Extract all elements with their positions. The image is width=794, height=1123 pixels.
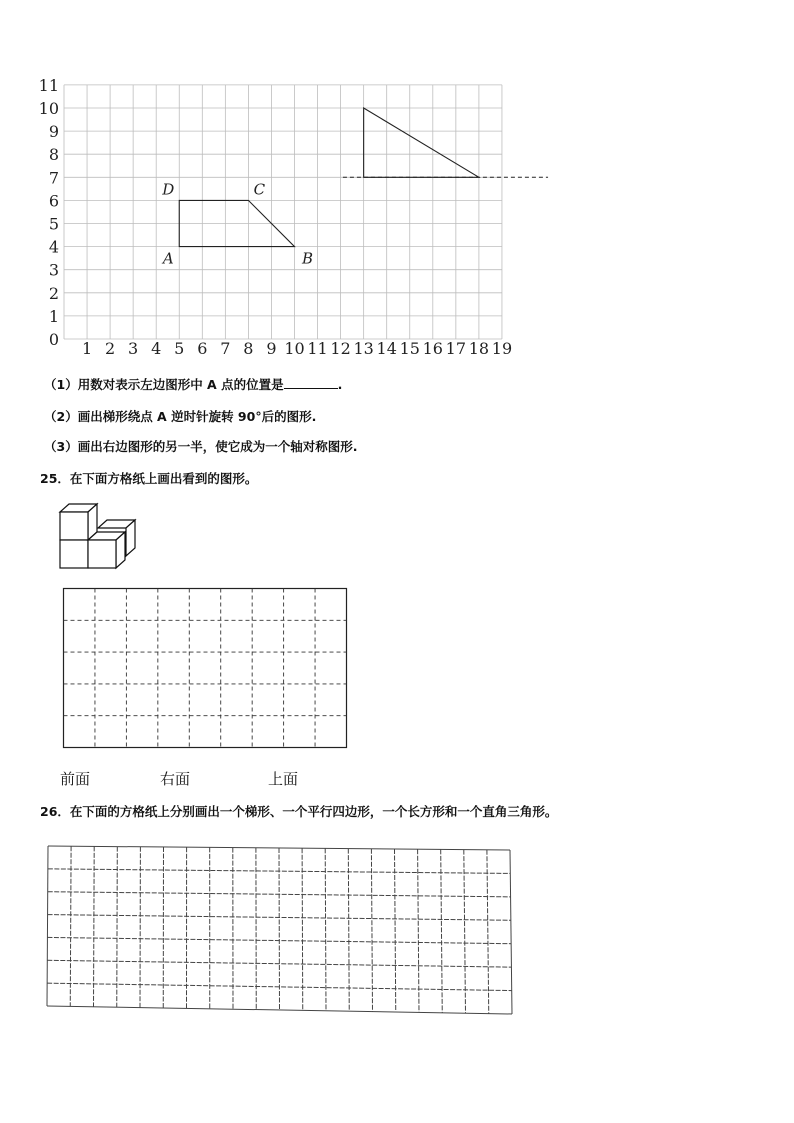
x-tick-label: 3 [128, 339, 139, 358]
y-tick-label: 7 [48, 168, 59, 188]
y-tick-label: 5 [48, 214, 59, 234]
x-tick-label: 1 [81, 339, 93, 358]
coordinate-grid-figure [0, 0, 794, 370]
q24-sub1-text: （1）用数对表示左边图形中 A 点的位置是 [44, 377, 284, 392]
cube-stack-figure [54, 502, 144, 572]
view-label-top: 上面 [268, 770, 299, 788]
half-triangle [364, 108, 479, 177]
x-tick-label: 2 [105, 339, 116, 358]
y-tick-label: 10 [38, 99, 59, 118]
q26-square-grid[interactable] [40, 838, 520, 1024]
q24-sub2: （2）画出梯形绕点 A 逆时针旋转 90°后的图形. [44, 409, 317, 424]
grid-lines [64, 85, 502, 339]
y-tick-label: 9 [48, 122, 59, 142]
grid-shapes [161, 108, 548, 268]
x-tick-label: 17 [445, 339, 467, 358]
y-tick-label: 2 [48, 283, 59, 303]
y-tick-label: 6 [48, 191, 59, 211]
y-tick-label: 11 [38, 75, 59, 95]
x-tick-label: 8 [243, 339, 254, 358]
x-tick-label: 6 [197, 339, 208, 358]
x-tick-label: 5 [174, 339, 185, 358]
q25-dashed-grid[interactable] [62, 587, 348, 750]
y-tick-label: 1 [48, 306, 59, 326]
x-tick-label: 4 [151, 339, 162, 358]
q24-sub3: （3）画出右边图形的另一半，使它成为一个轴对称图形. [44, 439, 358, 454]
y-tick-label: 4 [48, 237, 59, 257]
point-label-d: D [162, 180, 175, 199]
x-tick-label: 10 [284, 339, 305, 358]
x-tick-label: 16 [422, 339, 443, 358]
x-tick-label: 13 [353, 339, 374, 358]
x-tick-label: 9 [266, 339, 277, 358]
x-tick-label: 12 [330, 339, 351, 358]
view-label-front: 前面 [60, 770, 91, 788]
view-label-right: 右面 [160, 770, 191, 788]
q26-title: 26．在下面的方格纸上分别画出一个梯形、一个平行四边形，一个长方形和一个直角三角形。 [40, 804, 558, 819]
x-tick-label: 14 [376, 339, 397, 358]
y-tick-label: 0 [48, 330, 59, 349]
x-tick-label: 15 [399, 339, 420, 358]
q25-title: 25．在下面方格纸上画出看到的图形。 [40, 471, 258, 486]
point-label-c: C [253, 180, 266, 199]
x-tick-label: 11 [307, 339, 328, 358]
y-tick-label: 8 [48, 145, 59, 165]
answer-blank[interactable] [284, 376, 338, 389]
q24-sub1-suffix: . [337, 377, 343, 392]
x-tick-label: 18 [468, 339, 490, 358]
x-tick-label: 19 [491, 339, 513, 358]
y-tick-label: 3 [48, 260, 59, 280]
q24-sub1 [44, 375, 342, 393]
x-tick-label: 7 [220, 339, 231, 358]
point-label-a: A [162, 249, 174, 268]
point-label-b: B [301, 249, 314, 268]
